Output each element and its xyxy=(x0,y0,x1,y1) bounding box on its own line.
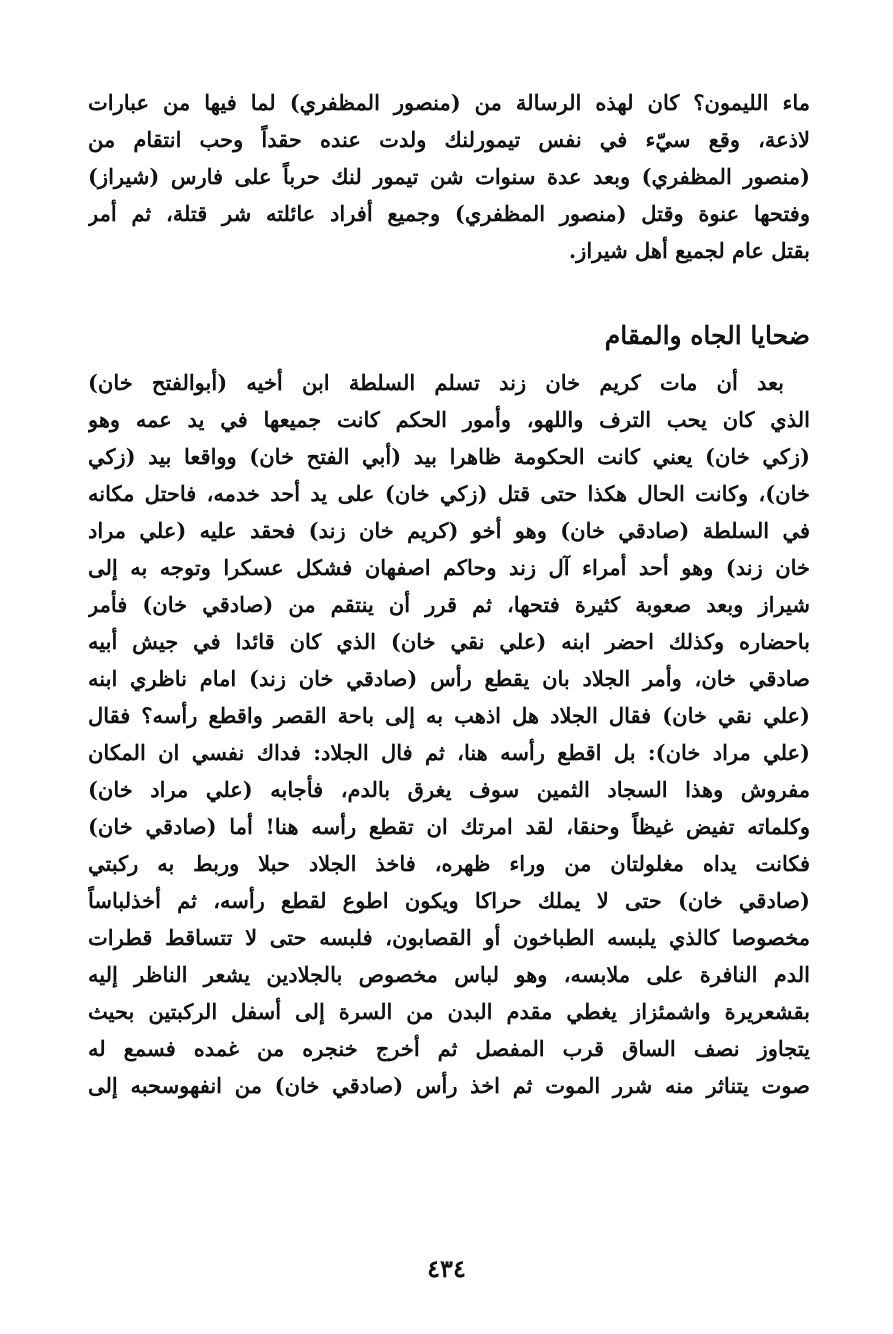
text-line: في السلطة (صادقي خان) وهو أخو (كريم خان زند) فحقد عليه (علي مراد xyxy=(88,518,810,543)
text-line: صادقي خان، وأمر الجلاد بان يقطع رأس (صادقي خان زند) امام ناظري ابنه xyxy=(88,666,810,691)
text-line: ماء الليمون؟ كان لهذه الرسالة من (منصور المظفري) لما فيها من عبارات xyxy=(88,90,810,115)
section-heading: ضحايا الجاه والمقام xyxy=(604,321,810,350)
text-line: الذي كان يحب الترف واللهو، وأمور الحكم كانت جميعها في يد عمه وهو xyxy=(88,407,810,432)
text-line: بعد أن مات كريم خان زند تسلم السلطة ابن أخيه (أبوالفتح خان) xyxy=(88,370,784,395)
page-number: ٤٣٤ xyxy=(427,1254,466,1283)
text-line: (منصور المظفري) وبعد عدة سنوات شن تيمور لنك حرباً على فارس (شيراز) xyxy=(88,164,810,189)
text-line: لاذعة، وقع سيّء في نفس تيمورلنك ولدت عنده حقداً وحب انتقام من xyxy=(88,127,810,152)
text-line: بقتل عام لجميع أهل شيراز. xyxy=(568,238,810,263)
text-line: شيراز وبعد صعوبة كثيرة فتحها، ثم قرر أن ينتقم من (صادقي خان) فأمر xyxy=(88,592,810,617)
text-line: باحضاره وكذلك احضر ابنه (علي نقي خان) الذي كان قائدا في جيش أبيه xyxy=(88,629,810,654)
text-line: (صادقي خان) حتى لا يملك حراكا ويكون اطوع لقطع رأسه، ثم أخذلباساً xyxy=(88,888,810,913)
text-line: (زكي خان) يعني كانت الحكومة ظاهرا بيد (أبي الفتح خان) وواقعا بيد (زكي xyxy=(88,444,810,469)
text-line: وفتحها عنوة وقتل (منصور المظفري) وجميع أفراد عائلته شر قتلة، ثم أمر xyxy=(88,201,810,226)
text-line: خان)، وكانت الحال هكذا حتى قتل (زكي خان) على يد أحد خدمه، فاحتل مكانه xyxy=(88,481,810,506)
text-line: فكانت يداه مغلولتان من وراء ظهره، فاخذ الجلاد حبلا وربط به ركبتي xyxy=(88,851,810,876)
text-line: صوت يتناثر منه شرر الموت ثم اخذ رأس (صادقي خان) من انفهوسحبه إلى xyxy=(88,1073,810,1098)
text-line: بقشعريرة واشمئزاز يغطي مقدم البدن من السرة إلى أسفل الركبتين بحيث xyxy=(88,999,810,1024)
text-line: خان زند) وهو أحد أمراء آل زند وحاكم اصفهان فشكل عسكرا وتوجه به إلى xyxy=(88,555,810,580)
text-line: وكلماته تفيض غيظاً وحنقا، لقد امرتك ان تقطع رأسه هنا! أما (صادقي خان) xyxy=(88,814,810,839)
paragraph-1 xyxy=(88,84,810,269)
text-line: الدم النافرة على ملابسه، وهو لباس مخصوص بالجلادين يشعر الناظر إليه xyxy=(88,962,810,987)
text-line: (علي نقي خان) فقال الجلاد هل اذهب به إلى باحة القصر واقطع رأسه؟ فقال xyxy=(88,703,810,728)
text-line: يتجاوز نصف الساق قرب المفصل ثم أخرج خنجره من غمده فسمع له xyxy=(88,1036,810,1061)
text-line: مخصوصا كالذي يلبسه الطباخون أو القصابون، فلبسه حتى لا تتساقط قطرات xyxy=(88,925,810,950)
text-line: (علي مراد خان): بل اقطع رأسه هنا، ثم فال الجلاد: فداك نفسي ان المكان xyxy=(88,740,810,765)
paragraph-2 xyxy=(88,364,810,1104)
text-line: مفروش وهذا السجاد الثمين سوف يغرق بالدم، فأجابه (علي مراد خان) xyxy=(88,777,810,802)
